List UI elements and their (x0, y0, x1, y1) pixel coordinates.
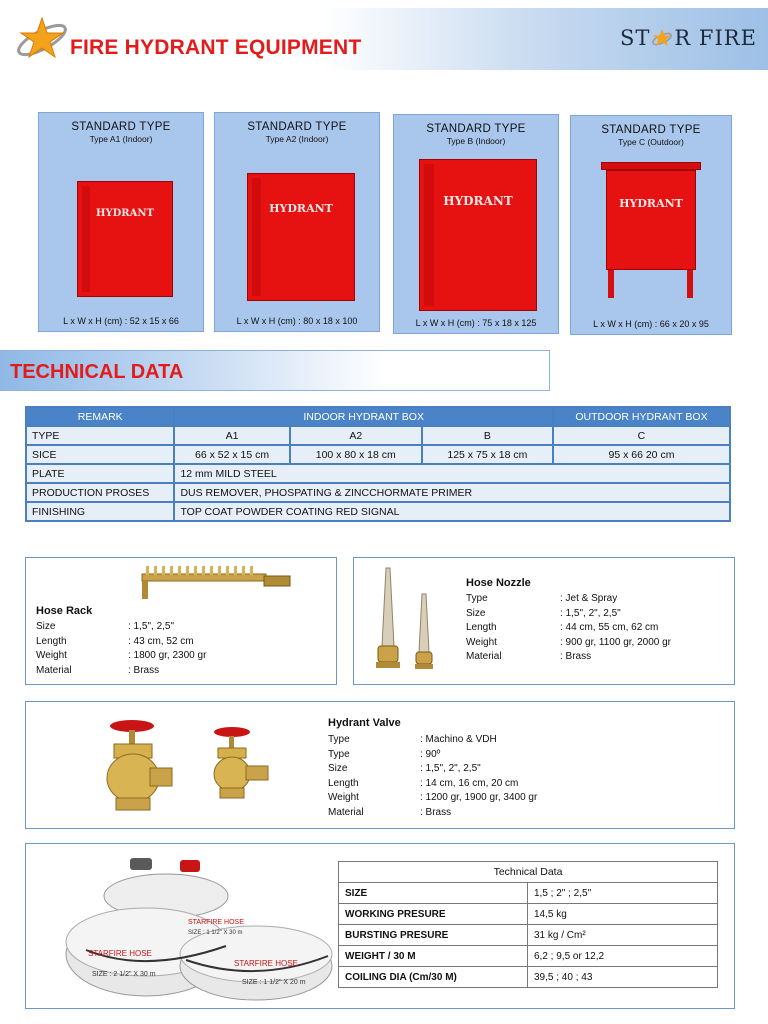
hose-print-text: SIZE : 2 1/2" X 30 m (92, 971, 156, 978)
table-row (26, 464, 730, 483)
hose-table-title: Technical Data (339, 862, 718, 883)
spec-key: Size (36, 621, 56, 632)
table-header-row (26, 407, 730, 426)
spec-key: Weight (328, 792, 359, 803)
table-header-row (339, 862, 718, 883)
hydrant-valve-specs (328, 733, 537, 820)
hose-print-text: STARFIRE HOSE (234, 959, 298, 968)
spec-value: : 1,5", 2", 2,5" (560, 607, 621, 619)
table-row (339, 967, 718, 988)
spec-row (328, 791, 537, 806)
technical-data-title: TECHNICAL DATA (10, 361, 184, 383)
hose-rack-title: Hose Rack (36, 605, 93, 617)
spec-value: : Jet & Spray (560, 593, 618, 604)
row-label: SICE (26, 445, 174, 464)
hose-nozzle-panel (353, 557, 735, 685)
hose-tech-table (338, 861, 718, 988)
row-label: TYPE (26, 426, 174, 445)
star-logo-icon (14, 14, 72, 64)
type-cell: A1 (174, 426, 289, 445)
header-outdoor: OUTDOOR HYDRANT BOX (553, 407, 730, 426)
brand-star-icon (651, 27, 673, 49)
hose-spec-key: WEIGHT / 30 M (339, 946, 528, 967)
spec-row (466, 636, 671, 651)
hydrant-valve-title: Hydrant Valve (328, 717, 401, 729)
hose-spec-value: 6,2 ; 9,5 or 12,2 (528, 946, 718, 967)
spec-row (328, 762, 537, 777)
table-row (339, 883, 718, 904)
spec-row (328, 733, 537, 748)
spec-key: Size (328, 763, 348, 774)
size-cell: 100 x 80 x 18 cm (290, 445, 422, 464)
cabinet-type: STANDARD TYPE (247, 121, 347, 133)
row-label: PLATE (26, 464, 174, 483)
row-value: 12 mm MILD STEEL (174, 464, 730, 483)
hose-print-text: SIZE : 1 1/2" X 20 m (242, 979, 306, 986)
hydrant-box-leg (608, 270, 614, 298)
spec-row (466, 621, 671, 636)
hose-spec-key: SIZE (339, 883, 528, 904)
hydrant-valve-panel (25, 701, 735, 829)
spec-key: Size (466, 607, 486, 619)
spec-value: : 43 cm, 52 cm (128, 635, 194, 647)
hydrant-box-label: HYDRANT (269, 202, 333, 215)
spec-key: Length (36, 635, 67, 647)
row-value: TOP COAT POWDER COATING RED SIGNAL (174, 502, 730, 521)
cabinet-card-c (570, 115, 732, 335)
hydrant-valve-image (86, 716, 286, 816)
cabinet-card-a2 (214, 112, 380, 332)
spec-value: : 44 cm, 55 cm, 62 cm (560, 622, 659, 633)
table-row (26, 426, 730, 445)
spec-row (328, 806, 537, 821)
spec-row (36, 635, 206, 650)
header-indoor: INDOOR HYDRANT BOX (174, 407, 552, 426)
brand-logo (620, 26, 757, 50)
hose-spec-key: WORKING PRESURE (339, 904, 528, 925)
hose-rack-specs (36, 620, 206, 678)
brand-text-right: R FIRE (674, 26, 757, 50)
type-cell: C (553, 426, 730, 445)
row-label: PRODUCTION PROSES (26, 483, 174, 502)
spec-value: : Machino & VDH (420, 734, 497, 745)
hose-print-text: STARFIRE HOSE (188, 919, 244, 926)
cabinet-subtype: Type C (Outdoor) (618, 137, 684, 147)
hose-spec-value: 31 kg / Cm² (528, 925, 718, 946)
hydrant-box-image (247, 173, 355, 301)
cabinet-type: STANDARD TYPE (71, 121, 171, 133)
page-title: FIRE HYDRANT EQUIPMENT (70, 36, 362, 59)
hydrant-box-image (606, 170, 696, 270)
hydrant-box-leg (687, 270, 693, 298)
hose-nozzle-specs (466, 592, 671, 665)
spec-row (36, 664, 206, 679)
type-cell: A2 (290, 426, 422, 445)
spec-key: Weight (466, 636, 497, 648)
spec-row (328, 777, 537, 792)
spec-value: : 90º (420, 748, 441, 760)
spec-value: : 14 cm, 16 cm, 20 cm (420, 777, 519, 789)
hose-spec-value: 1,5 ; 2" ; 2,5" (528, 883, 718, 904)
spec-row (466, 607, 671, 622)
hose-print-text: STARFIRE HOSE (88, 949, 152, 958)
hose-nozzle-image (372, 564, 442, 676)
spec-key: Type (328, 748, 350, 760)
spec-value: : Brass (128, 664, 160, 676)
spec-row (466, 592, 671, 607)
size-cell: 66 x 52 x 15 cm (174, 445, 289, 464)
table-row (26, 483, 730, 502)
spec-key: Weight (36, 650, 67, 661)
hose-rack-panel (25, 557, 337, 685)
fire-hose-image (56, 854, 336, 1004)
cabinet-subtype: Type A1 (Indoor) (89, 134, 153, 144)
spec-table (25, 406, 731, 522)
hose-print-text: SIZE : 1 1/2" X 30 m (188, 930, 243, 936)
table-row (26, 445, 730, 464)
row-value: DUS REMOVER, PHOSPATING & ZINCCHORMATE PRIMER (174, 483, 730, 502)
spec-key: Type (466, 593, 488, 604)
spec-row (36, 620, 206, 635)
cabinet-card-b (393, 114, 559, 334)
hose-spec-key: COILING DIA (Cm/30 M) (339, 967, 528, 988)
table-row (339, 946, 718, 967)
spec-key: Type (328, 734, 350, 745)
cabinet-subtype: Type A2 (Indoor) (265, 134, 329, 144)
cabinet-subtype: Type B (Indoor) (446, 136, 506, 146)
cabinet-dimensions: L x W x H (cm) : 52 x 15 x 66 (63, 316, 179, 326)
hydrant-box-image (77, 181, 173, 297)
hose-spec-value: 14,5 kg (528, 904, 718, 925)
header-remark: REMARK (26, 407, 174, 426)
spec-value: : Brass (420, 806, 452, 818)
cabinet-type: STANDARD TYPE (601, 124, 701, 136)
hydrant-box-image (419, 159, 537, 311)
spec-key: Material (36, 664, 72, 676)
spec-value: : 1800 gr, 2300 gr (128, 650, 207, 661)
spec-key: Length (466, 622, 497, 633)
hydrant-box-label: HYDRANT (96, 208, 154, 219)
spec-row (328, 748, 537, 763)
size-cell: 95 x 66 20 cm (553, 445, 730, 464)
table-row (339, 904, 718, 925)
hose-nozzle-title: Hose Nozzle (466, 577, 531, 589)
cabinet-dimensions: L x W x H (cm) : 66 x 20 x 95 (593, 319, 709, 329)
spec-value: : 1,5", 2,5" (128, 621, 175, 632)
spec-key: Material (328, 806, 364, 818)
cabinet-card-a1 (38, 112, 204, 332)
hydrant-box-label: HYDRANT (619, 197, 683, 210)
spec-value: : 900 gr, 1100 gr, 2000 gr (560, 636, 672, 648)
hydrant-box-label: HYDRANT (443, 194, 513, 208)
row-label: FINISHING (26, 502, 174, 521)
hydrant-box-roof (601, 162, 701, 170)
cabinet-type: STANDARD TYPE (426, 123, 526, 135)
hose-spec-value: 39,5 ; 40 ; 43 (528, 967, 718, 988)
spec-key: Material (466, 651, 502, 662)
cabinet-dimensions: L x W x H (cm) : 75 x 18 x 125 (415, 318, 537, 328)
spec-row (466, 650, 671, 665)
spec-key: Length (328, 777, 359, 789)
spec-value: : 1,5", 2", 2,5" (420, 763, 481, 774)
hose-spec-key: BURSTING PRESURE (339, 925, 528, 946)
spec-row (36, 649, 206, 664)
table-row (26, 502, 730, 521)
type-cell: B (422, 426, 553, 445)
cabinet-dimensions: L x W x H (cm) : 80 x 18 x 100 (236, 316, 358, 326)
spec-value: : Brass (560, 651, 592, 662)
spec-value: : 1200 gr, 1900 gr, 3400 gr (420, 792, 538, 803)
hose-rack-image (138, 564, 296, 604)
table-row (339, 925, 718, 946)
size-cell: 125 x 75 x 18 cm (422, 445, 553, 464)
brand-text-left: ST (620, 26, 651, 50)
